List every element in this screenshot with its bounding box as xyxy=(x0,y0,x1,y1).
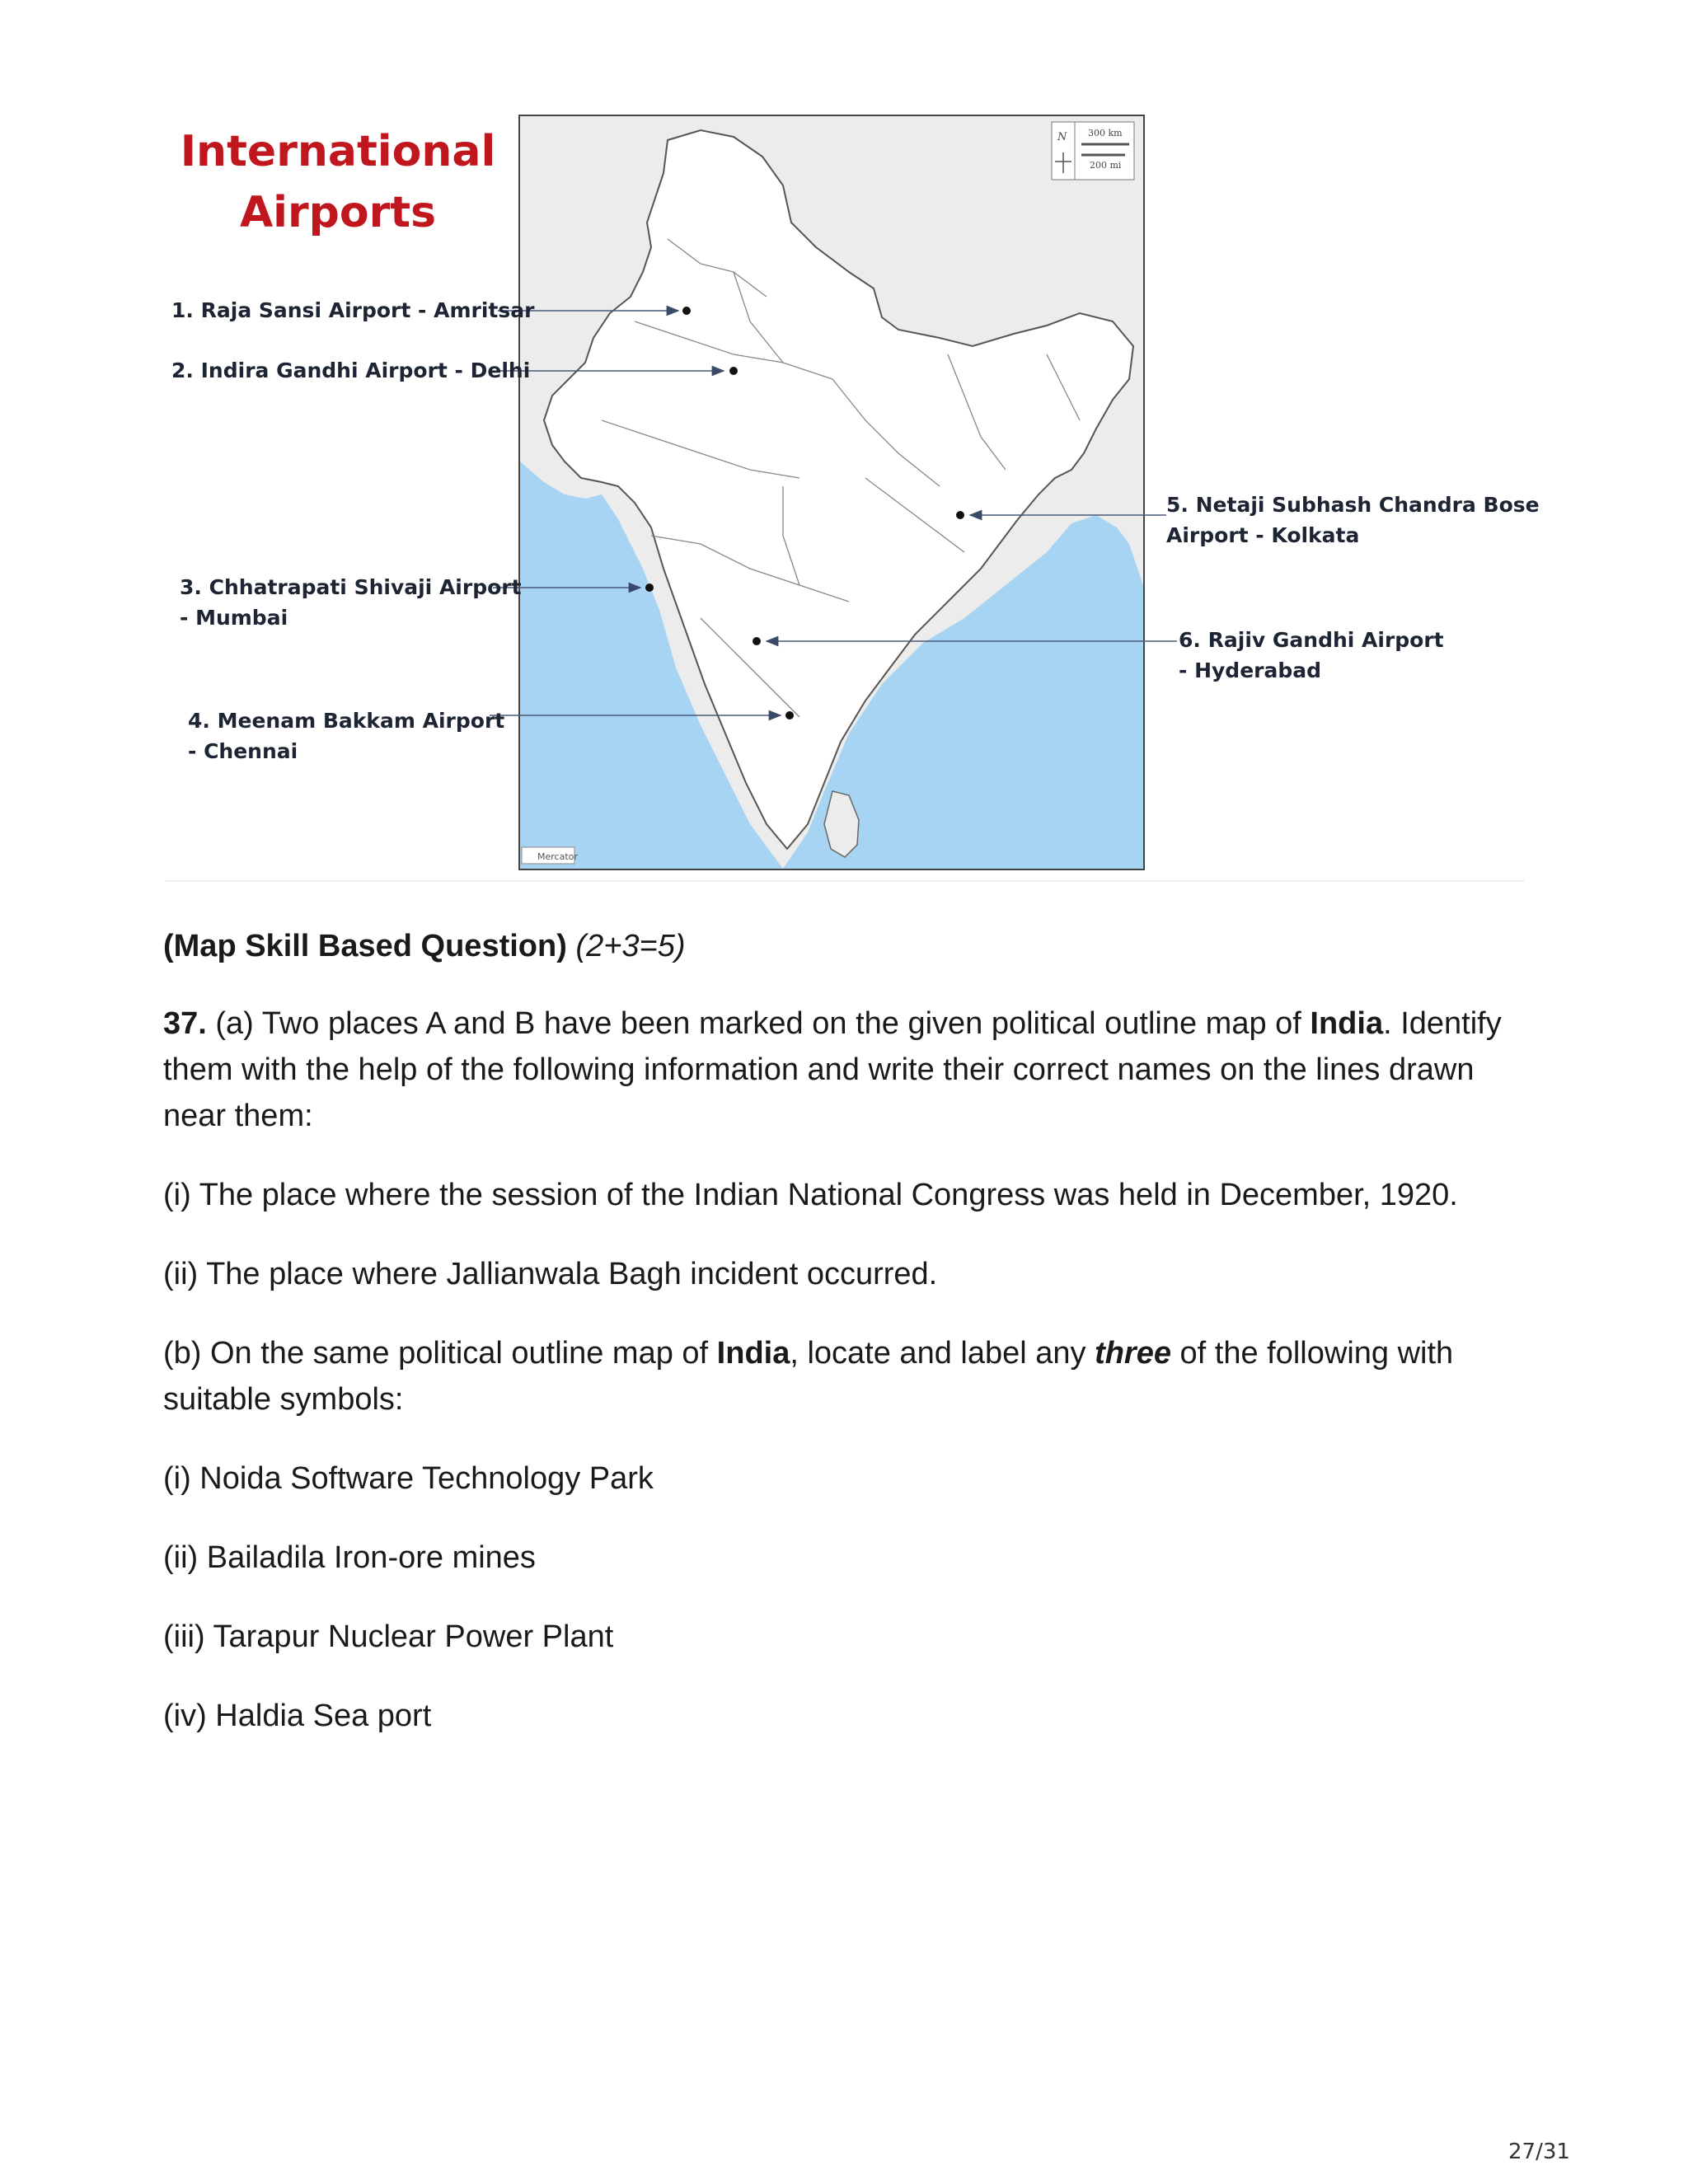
scale-mi: 200 mi xyxy=(1090,160,1122,171)
airports-map-figure xyxy=(157,107,1540,882)
question-37a: 37. (a) Two places A and B have been marked on the given political outline map of India. Identify them with the help of the following information and write their correct names on the lines drawn near them: xyxy=(163,1006,1502,1133)
dot-kolkata xyxy=(956,511,964,519)
projection-tag xyxy=(522,847,578,864)
question-37a-i: (i) The place where the session of the Indian National Congress was held in December, 1920. xyxy=(163,1178,1458,1212)
figure-divider xyxy=(165,880,1525,882)
map-title-line1: International xyxy=(180,127,496,176)
option-b-iv: (iv) Haldia Sea port xyxy=(163,1699,432,1733)
question-heading: (Map Skill Based Question) (2+3=5) xyxy=(163,929,686,963)
dot-amritsar xyxy=(682,307,691,315)
compass-letter: N xyxy=(1057,131,1067,143)
scale-km: 300 km xyxy=(1088,128,1123,138)
dot-delhi xyxy=(729,367,738,375)
label-delhi: 2. Indira Gandhi Airport - Delhi xyxy=(171,359,531,382)
option-b-ii: (ii) Bailadila Iron-ore mines xyxy=(163,1540,536,1575)
map-title-line2: Airports xyxy=(239,188,437,237)
dot-chennai xyxy=(785,711,794,719)
label-kolkata: 5. Netaji Subhash Chandra Bose Airport - Kolkata xyxy=(1166,493,1540,547)
question-37a-ii: (ii) The place where Jallianwala Bagh incident occurred. xyxy=(163,1257,938,1291)
page-number: 27/31 xyxy=(1508,2139,1570,2164)
question-37b: (b) On the same political outline map of India, locate and label any three of the following with suitable symbols: xyxy=(163,1336,1454,1417)
option-b-i: (i) Noida Software Technology Park xyxy=(163,1461,654,1496)
label-mumbai: 3. Chhatrapati Shivaji Airport - Mumbai xyxy=(180,575,522,630)
question-block xyxy=(163,923,1515,1772)
dot-hyderabad xyxy=(753,637,761,645)
projection-text: Mercator xyxy=(537,851,578,862)
dot-mumbai xyxy=(645,583,654,592)
label-amritsar: 1. Raja Sansi Airport - Amritsar xyxy=(171,298,535,322)
option-b-iii: (iii) Tarapur Nuclear Power Plant xyxy=(163,1619,614,1654)
compass-scale xyxy=(1052,122,1134,180)
label-hyderabad: 6. Rajiv Gandhi Airport - Hyderabad xyxy=(1179,628,1444,682)
label-chennai: 4. Meenam Bakkam Airport - Chennai xyxy=(188,709,505,763)
